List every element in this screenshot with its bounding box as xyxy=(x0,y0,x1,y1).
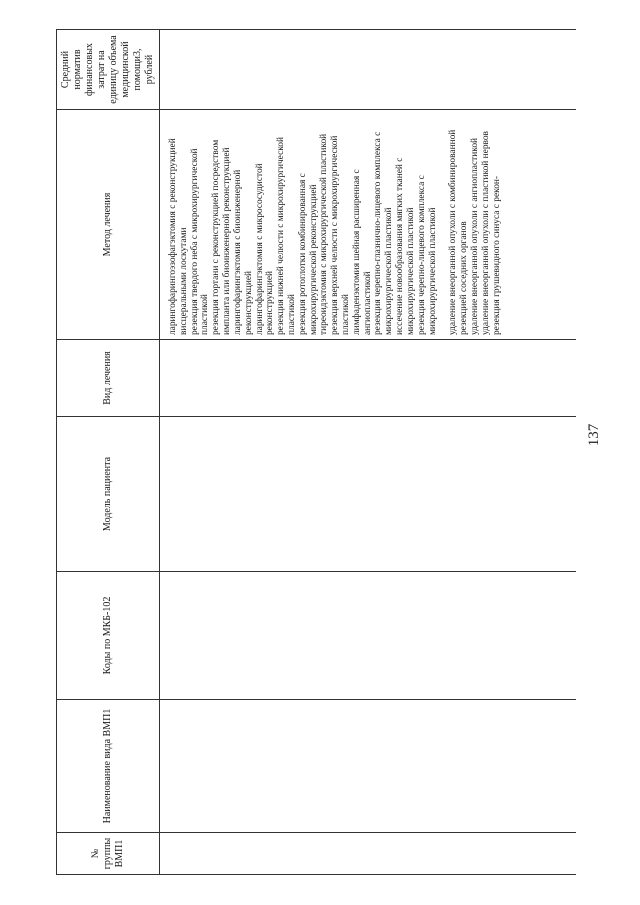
list-item: резекция твердого неба с микрохирургической пластикой xyxy=(189,148,211,335)
vmp-table xyxy=(56,29,576,875)
list-item: ларингофарингэктомия с микрососудистой реконструкцией xyxy=(254,163,276,335)
cell-average-cost xyxy=(160,30,577,110)
list-item: резекция черепно-лицевого комплекса с микрохирургической пластикой xyxy=(416,175,438,335)
cell-treatment-type xyxy=(160,340,577,417)
list-item: резекция нижней челюсти с микрохирургической пластикой xyxy=(276,136,297,335)
list-item: резекция верхней челюсти с микрохирургической пластикой xyxy=(330,135,351,335)
table-row xyxy=(160,30,577,875)
treatment-method-list xyxy=(168,114,502,335)
list-item: удаление внеорганной опухоли с ангиопластикой xyxy=(469,137,480,335)
table-header-row xyxy=(57,30,160,875)
cell-group-number xyxy=(160,833,577,875)
header-average-cost: Средний норматив финансовых затрат на единицу объема медицинской помощи3, рублей xyxy=(57,30,160,110)
list-item: удаление внеорганной опухоли с комбинированной резекцией соседних органов xyxy=(448,129,470,335)
cell-icd-codes xyxy=(160,572,577,700)
list-item: резекция грушевидного синуса с рекон- xyxy=(491,175,502,335)
list-item: ларингофарингэктомия с биоинженерной реконструкцией xyxy=(232,169,254,335)
list-item: ларингофарингоэзофагэктомия с реконструкцией висцеральными лоскутами xyxy=(168,138,189,335)
list-item: удаление внеорганной опухоли с пластикой нервов xyxy=(480,131,491,335)
list-item: иссечение новообразования мягких тканей с микрохирургической пластикой xyxy=(395,157,416,335)
list-item: резекция ротоглотки комбинированная с микрохирургической реконструкцией xyxy=(297,173,319,335)
list-item: лимфаденэктомия шейная расширенная с ангиопластикой xyxy=(351,169,373,335)
cell-treatment-methods xyxy=(160,110,577,340)
header-patient-model: Модель пациента xyxy=(57,417,160,572)
list-item: резекция черепно-глазнично-лицевого комплекса с микрохирургической пластикой xyxy=(373,131,395,335)
list-item: резекция гортани с реконструкцией посредством импланта или биоинженерной реконструкцией xyxy=(211,139,233,335)
header-vmp-name: Наименование вида ВМП1 xyxy=(57,700,160,833)
header-treatment-type: Вид лечения xyxy=(57,340,160,417)
cell-vmp-name xyxy=(160,700,577,833)
page-number: 137 xyxy=(586,423,602,447)
header-group-number: № группы ВМП1 xyxy=(57,833,160,875)
cell-patient-model xyxy=(160,417,577,572)
header-treatment-method: Метод лечения xyxy=(57,110,160,340)
list-item: тиреоидэктомия с микрохирургической пластикой xyxy=(319,133,330,335)
header-icd-codes: Коды по МКБ-102 xyxy=(57,572,160,700)
